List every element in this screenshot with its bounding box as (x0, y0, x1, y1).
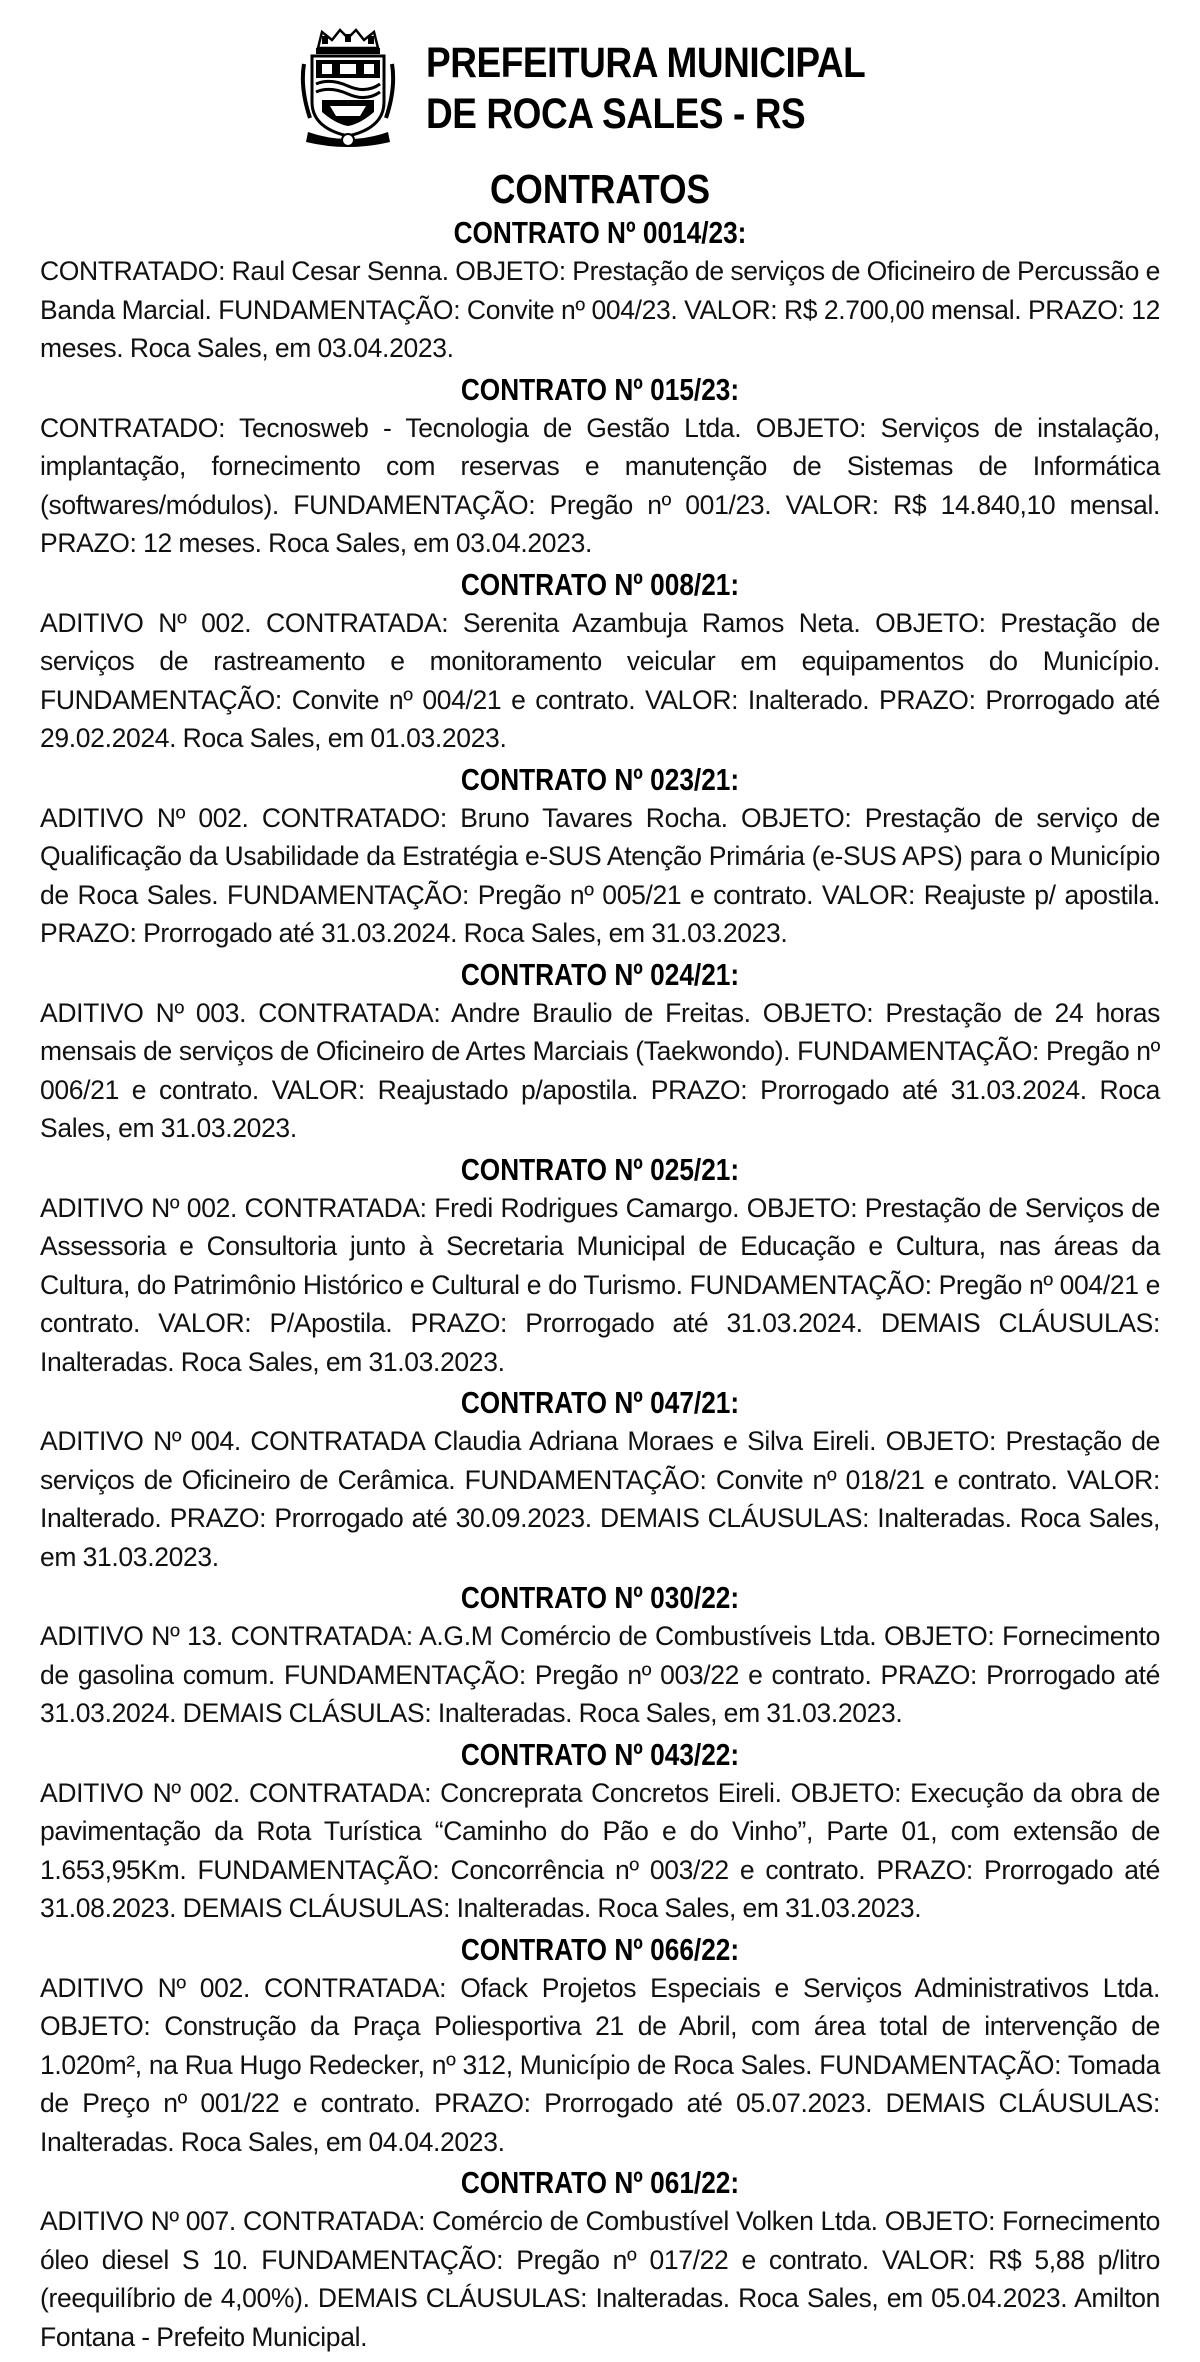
contract-text: ADITIVO Nº 004. CONTRATADA Claudia Adriana Moraes e Silva Eireli. OBJETO: Prestação de serviços de Oficineiro de Cerâmica. FUNDAMENTAÇÃO: Convite nº 018/21 e contrato. VALOR: Inalterado. PRAZO: Prorrogado até 30.09.2023. DEMAIS CLÁUSULAS: Inalteradas. Roca Sales, em 31.03.2023. (40, 1426, 1160, 1572)
contract-entry (40, 1931, 1160, 2162)
contract-title: CONTRATO Nº 030/22: (460, 1581, 740, 1615)
contract-text: ADITIVO Nº 002. CONTRATADA: Fredi Rodrigues Camargo. OBJETO: Prestação de Serviços de Assessoria e Consultoria junto à Secretaria Municipal de Educação e Cultura, nas áreas da Cultura, do Patrimônio Histórico e Cultural e do Turismo. FUNDAMENTAÇÃO: Pregão nº 004/21 e contrato. VALOR: P/Apostila. PRAZO: Prorrogado até 31.03.2024. DEMAIS CLÁUSULAS: Inalteradas. Roca Sales, em 31.03.2023. (40, 1192, 1160, 1377)
contract-text: ADITIVO Nº 003. CONTRATADA: Andre Braulio de Freitas. OBJETO: Prestação de 24 horas mensais de serviços de Oficineiro de Artes Marciais (Taekwondo). FUNDAMENTAÇÃO: Pregão nº 006/21 e contrato. VALOR: Reajustado p/apostila. PRAZO: Prorrogado até 31.03.2024. Roca Sales, em 31.03.2023. (40, 997, 1160, 1143)
contract-entry (40, 956, 1160, 1148)
contract-entry (40, 1736, 1160, 1928)
coat-of-arms-icon (300, 28, 396, 150)
contract-title: CONTRATO Nº 061/22: (460, 2166, 740, 2200)
contract-text: CONTRATADO: Tecnosweb - Tecnologia de Gestão Ltda. OBJETO: Serviços de instalação, implantação, fornecimento com reservas e manutenção de Sistemas de Informática (softwares/módulos). FUNDAMENTAÇÃO: Pregão nº 001/23. VALOR: R$ 14.840,10 mensal. PRAZO: 12 meses. Roca Sales, em 03.04.2023. (40, 412, 1160, 558)
contract-title: CONTRATO Nº 043/22: (460, 1737, 740, 1772)
contract-text: ADITIVO Nº 002. CONTRATADA: Serenita Azambuja Ramos Neta. OBJETO: Prestação de serviços de rastreamento e monitoramento veicular em equipamentos do Município. FUNDAMENTAÇÃO: Convite nº 004/21 e contrato. VALOR: Inalterado. PRAZO: Prorrogado até 29.02.2024. Roca Sales, em 01.03.2023. (40, 607, 1160, 753)
contract-text: ADITIVO Nº 002. CONTRATADO: Bruno Tavares Rocha. OBJETO: Prestação de serviço de Qualificação da Usabilidade da Estratégia e-SUS Atenção Primária (e-SUS APS) para o Município de Roca Sales. FUNDAMENTAÇÃO: Pregão nº 005/21 e contrato. VALOR: Reajuste p/ apostila. PRAZO: Prorrogado até 31.03.2024. Roca Sales, em 31.03.2023. (40, 802, 1160, 948)
contract-text: ADITIVO Nº 007. CONTRATADA: Comércio de Combustível Volken Ltda. OBJETO: Fornecimento óleo diesel S 10. FUNDAMENTAÇÃO: Pregão nº 017/22 e contrato. VALOR: R$ 5,88 p/litro (reequilíbrio de 4,00%). DEMAIS CLÁUSULAS: Inalteradas. Roca Sales, em 05.04.2023. Amilton Fontana - Prefeito Municipal. (40, 2206, 1160, 2352)
section-title: CONTRATOS (489, 166, 711, 212)
contract-title: CONTRATO Nº 023/21: (460, 762, 740, 797)
contract-text: ADITIVO Nº 13. CONTRATADA: A.G.M Comércio de Combustíveis Ltda. OBJETO: Fornecimento de gasolina comum. FUNDAMENTAÇÃO: Pregão nº 003/22 e contrato. PRAZO: Prorrogado até 31.03.2024. DEMAIS CLÁSULAS: Inalteradas. Roca Sales, em 31.03.2023. (40, 1621, 1160, 1728)
contract-title: CONTRATO Nº 0014/23: (453, 216, 747, 250)
contract-text: ADITIVO Nº 002. CONTRATADA: Concreprata Concretos Eireli. OBJETO: Execução da obra de pavimentação da Rota Turística “Caminho do Pão e do Vinho”, Parte 01, com extensão de 1.653,95Km. FUNDAMENTAÇÃO: Concorrência nº 003/22 e contrato. PRAZO: Prorrogado até 31.08.2023. DEMAIS CLÁUSULAS: Inalteradas. Roca Sales, em 31.03.2023. (40, 1777, 1160, 1923)
contract-title: CONTRATO Nº 015/23: (460, 372, 740, 407)
contract-title: CONTRATO Nº 024/21: (460, 957, 740, 992)
contract-text: ADITIVO Nº 002. CONTRATADA: Ofack Projetos Especiais e Serviços Administrativos Ltda. OBJETO: Construção da Praça Poliesportiva 21 de Abril, com área total de intervenção de 1.020m², na Rua Hugo Redecker, nº 312, Município de Roca Sales. FUNDAMENTAÇÃO: Tomada de Preço nº 001/22 e contrato. PRAZO: Prorrogado até 05.07.2023. DEMAIS CLÁUSULAS: Inalteradas. Roca Sales, em 04.04.2023. (40, 1972, 1160, 2157)
contracts-list (40, 214, 1160, 2359)
header-title-line1: PREFEITURA MUNICIPAL (426, 39, 866, 87)
contract-entry (40, 1384, 1160, 1576)
contract-entry (40, 371, 1160, 563)
contract-title: CONTRATO Nº 008/21: (460, 567, 740, 602)
contract-title: CONTRATO Nº 025/21: (460, 1152, 740, 1187)
header-title (426, 38, 865, 140)
contract-entry (40, 2164, 1160, 2356)
contract-title: CONTRATO Nº 047/21: (460, 1386, 740, 1420)
contract-text: CONTRATADO: Raul Cesar Senna. OBJETO: Prestação de serviços de Oficineiro de Percussão e Banda Marcial. FUNDAMENTAÇÃO: Convite nº 004/23. VALOR: R$ 2.700,00 mensal. PRAZO: 12 meses. Roca Sales, em 03.04.2023. (40, 256, 1160, 363)
contract-title: CONTRATO Nº 066/22: (460, 1932, 740, 1967)
contract-entry (40, 1579, 1160, 1733)
header-title-line2: DE ROCA SALES - RS (426, 90, 806, 138)
contract-entry (40, 214, 1160, 368)
contract-entry (40, 761, 1160, 953)
contract-entry (40, 566, 1160, 758)
header (300, 24, 1000, 154)
contract-entry (40, 1151, 1160, 1382)
